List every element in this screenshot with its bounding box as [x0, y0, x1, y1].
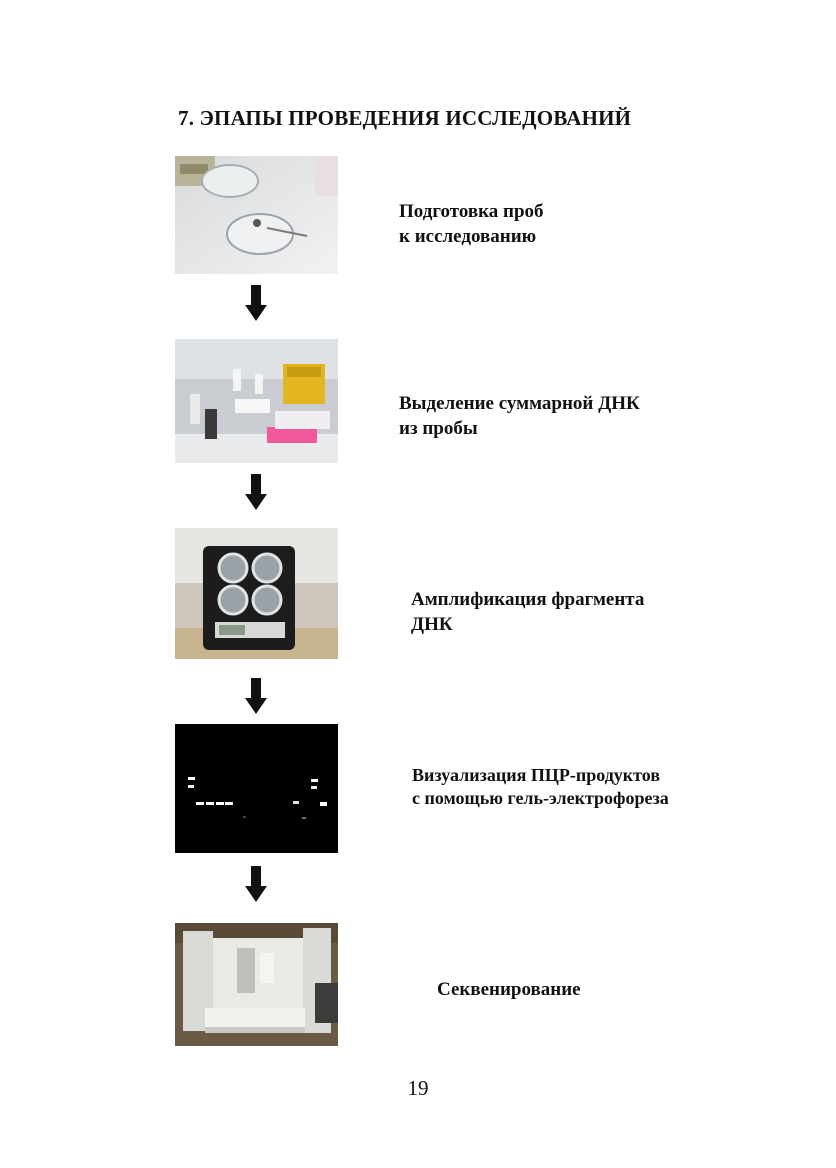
step-2-line1: Выделение суммарной ДНК [399, 393, 640, 414]
down-arrow-icon [245, 285, 267, 321]
step-2-line2: из пробы [399, 418, 478, 439]
step-3-line2: ДНК [411, 614, 453, 635]
step-2-label [399, 391, 640, 441]
page-title: 7. ЭПАПЫ ПРОВЕДЕНИЯ ИССЛЕДОВАНИЙ [178, 106, 632, 130]
step-4-label [412, 764, 669, 810]
sequencer-photo [175, 923, 338, 1046]
step-4-line2: с помощью гель-электрофореза [412, 788, 669, 808]
step-1-line1: Подготовка проб [399, 201, 544, 222]
petri-dish-photo [175, 156, 338, 274]
step-1-line2: к исследованию [399, 226, 537, 247]
gel-electrophoresis-photo [175, 724, 338, 853]
step-3-line1: Амплификация фрагмента [411, 589, 645, 610]
down-arrow-icon [245, 866, 267, 902]
down-arrow-icon [245, 474, 267, 510]
lab-bench-photo [175, 339, 338, 463]
step-5-line1: Секвенирование [437, 979, 581, 1000]
step-5-label [437, 977, 581, 1002]
step-4-line1: Визуализация ПЦР-продуктов [412, 765, 661, 785]
step-3-label [411, 587, 644, 637]
down-arrow-icon [245, 678, 267, 714]
step-1-label [399, 199, 544, 249]
thermocycler-photo [175, 528, 338, 659]
page-number: 19 [407, 1076, 429, 1100]
